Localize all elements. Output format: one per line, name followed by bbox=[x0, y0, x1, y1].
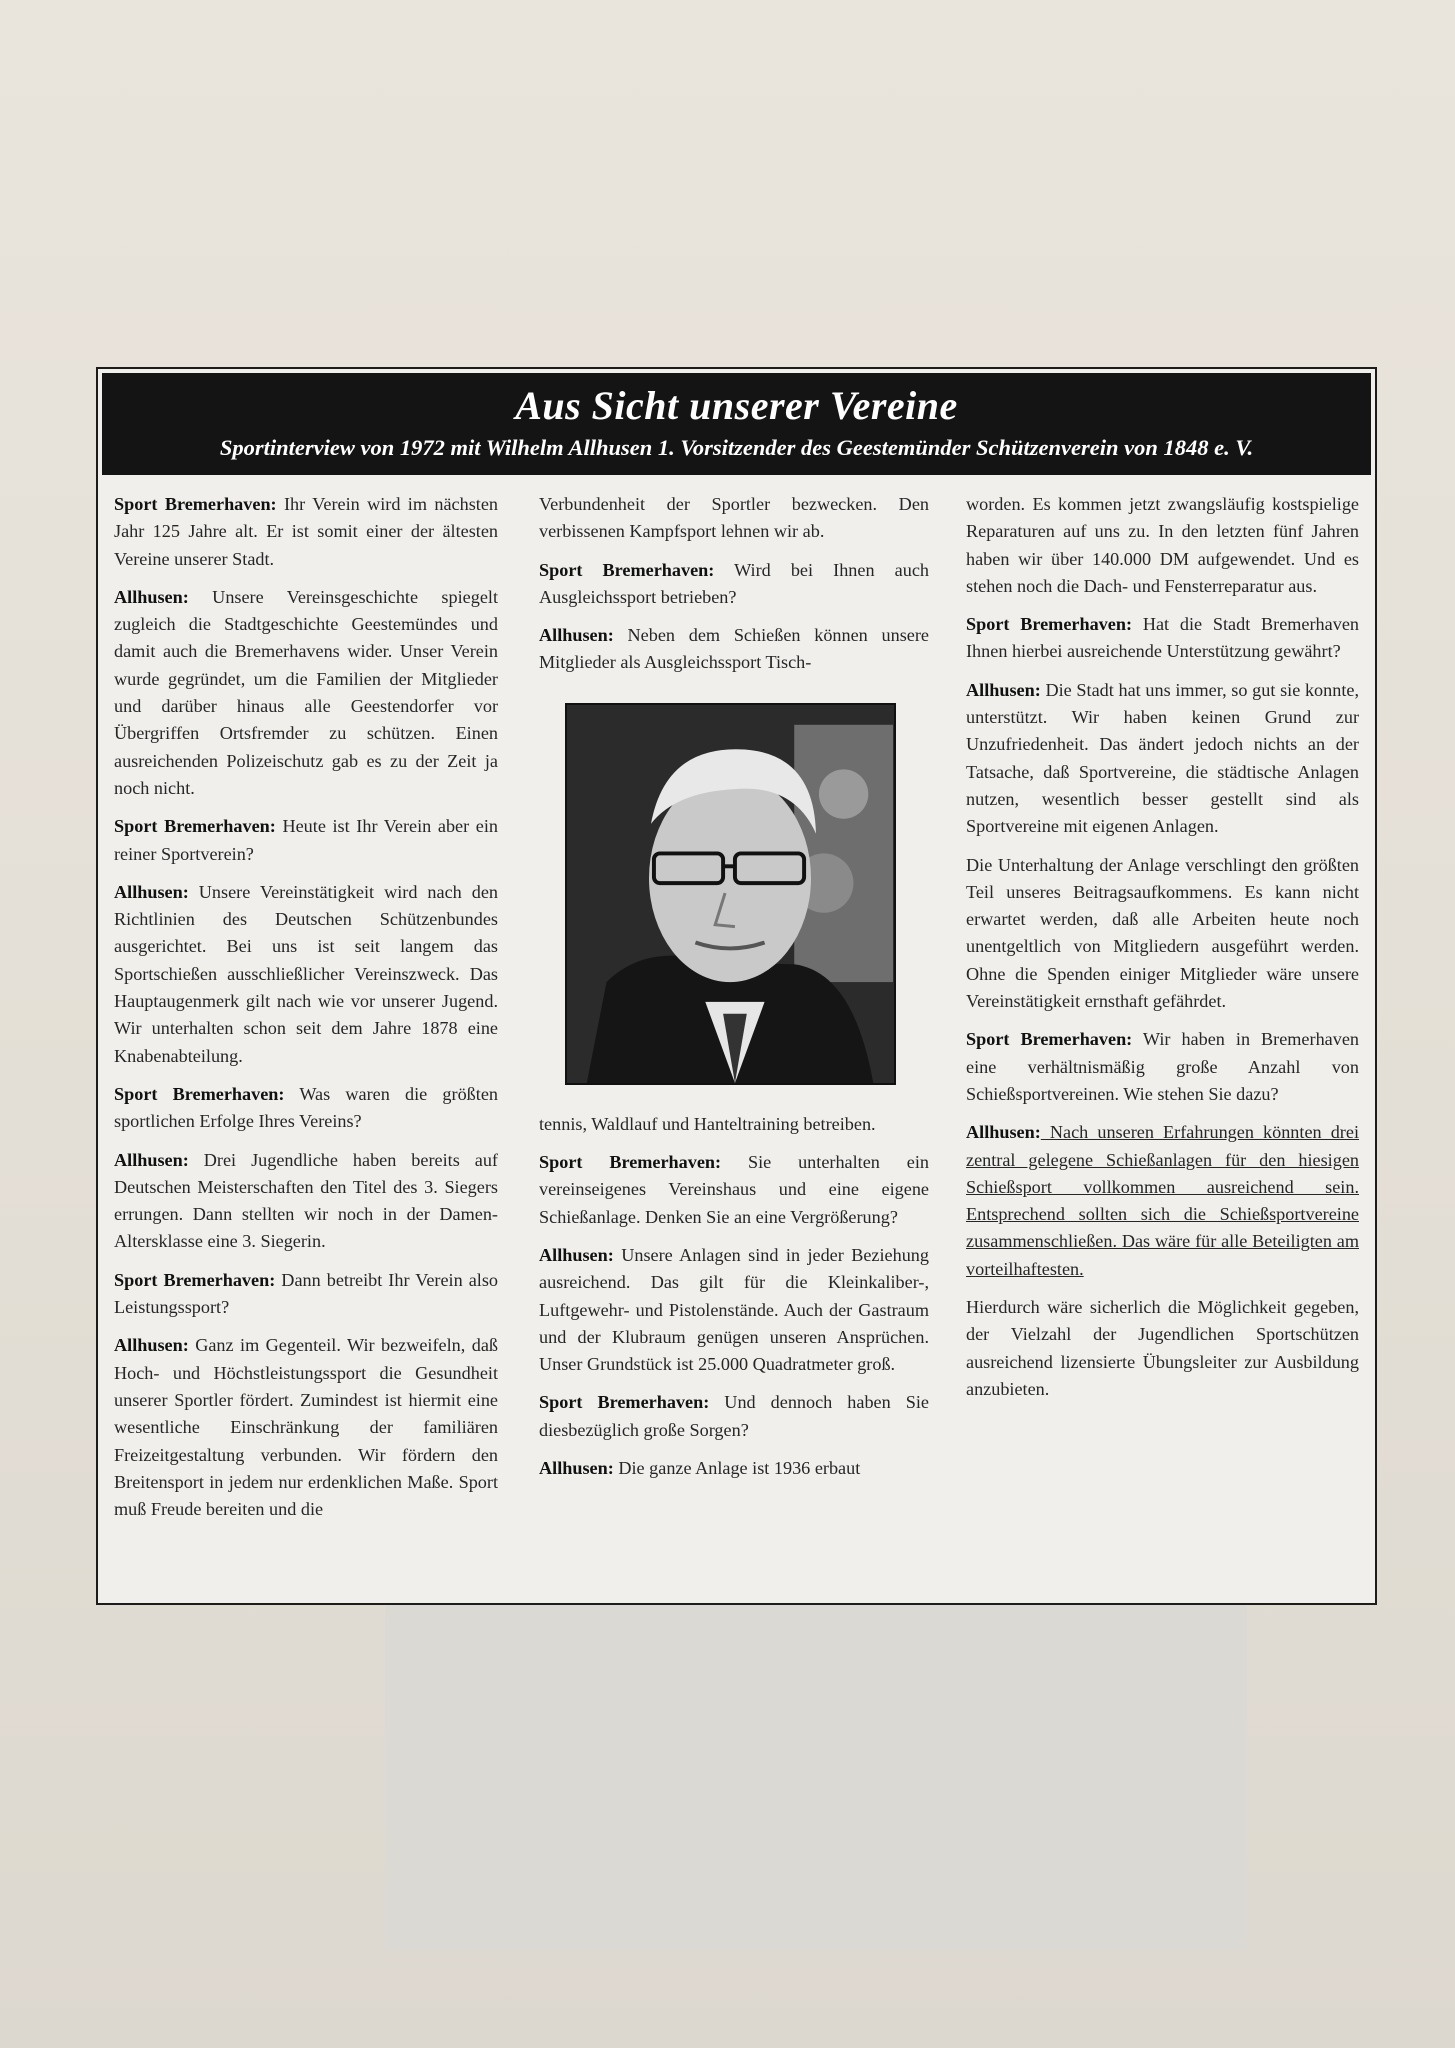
paragraph-text: Die Stadt hat uns immer, so gut sie konnte, unterstützt. Wir haben keinen Grund zur Unzufriedenheit. Das ändert jedoch nichts an der Tatsache, daß Sportvereine, die städtische Anlagen nutzen, wesentlich besser gestellt sind als Sportvereine mit eigenen Anlagen. bbox=[966, 679, 1359, 837]
interview-paragraph bbox=[539, 1111, 929, 1138]
paragraph-text: Und dennoch haben Sie diesbezüglich große Sorgen? bbox=[539, 1392, 929, 1440]
interview-paragraph bbox=[114, 1332, 498, 1523]
paragraph-text: Unsere Vereinsgeschichte spiegelt zugleich die Stadtgeschichte Geestemündes und damit auch die Bremerhavens wider. Unser Verein wurde gegründet, um die Familien der Mitglieder und darüber hinaus alle Geestendorfer vor Übergriffen Ortsfremder zu schützen. Einen ausreichenden Polizeischutz gab es zu der Zeit ja noch nicht. bbox=[114, 586, 498, 798]
paragraph-text: Verbundenheit der Sportler bezwecken. Den verbissenen Kampfsport lehnen wir ab. bbox=[539, 494, 929, 542]
interview-paragraph bbox=[539, 1242, 929, 1378]
speaker-label: Allhusen: bbox=[114, 1149, 189, 1170]
speaker-label: Sport Bremerhaven: bbox=[114, 494, 277, 514]
interview-paragraph bbox=[114, 584, 498, 802]
paragraph-text: worden. Es kommen jetzt zwangsläufig kostspielige Reparaturen auf uns zu. In den letzten fünf Jahren haben wir über 140.000 DM aufgewendet. Und es stehen noch die Dach- und Fensterreparatur aus. bbox=[966, 494, 1359, 596]
paragraph-text: Dann betreibt Ihr Verein also Leistungssport? bbox=[114, 1269, 498, 1318]
newspaper-clipping bbox=[96, 367, 1377, 1605]
speaker-label: Allhusen: bbox=[114, 586, 189, 607]
speaker-label: Allhusen: bbox=[114, 1335, 189, 1356]
interview-paragraph bbox=[966, 1294, 1359, 1403]
interview-paragraph bbox=[114, 1147, 498, 1256]
paragraph-text: Drei Jugendliche haben bereits auf Deutschen Meisterschaften den Titel des 3. Siegers errungen. Dann stellten wir noch in der Damen-Altersklasse eine 3. Siegerin. bbox=[114, 1149, 498, 1252]
interview-paragraph bbox=[966, 677, 1359, 841]
interview-paragraph bbox=[114, 1081, 498, 1136]
speaker-label: Allhusen: bbox=[539, 1244, 614, 1265]
interview-paragraph bbox=[114, 1267, 498, 1322]
column-2-top bbox=[539, 491, 929, 677]
show-through-shadow bbox=[385, 1605, 1247, 1950]
paragraph-text: Wir haben in Bremerhaven eine verhältnismäßig große Anzahl von Schießsportvereinen. Wie stehen Sie dazu? bbox=[966, 1029, 1359, 1104]
paragraph-text: Heute ist Ihr Verein aber ein reiner Sportverein? bbox=[114, 816, 498, 864]
interview-paragraph bbox=[539, 1149, 929, 1231]
paragraph-text: Ganz im Gegenteil. Wir bezweifeln, daß Hoch- und Höchstleistungssport die Gesundheit unserer Sportler fördert. Zumindest ist hiermit eine wesentliche Einschränkung der familiären Freizeitgestaltung verbunden. Wir fördern den Breitensport in jedem nur erdenklichen Maße. Sport muß Freude bereiten und die bbox=[114, 1335, 498, 1520]
paragraph-text: Nach unseren Erfahrungen könnten drei zentral gelegene Schießanlagen für den hiesigen Schießsport vollkommen ausreichend sein. Entsprechend sollten sich die Schießsportvereine zusammenschließen. Das wäre für alle Beteiligten am vorteilhaftesten. bbox=[966, 1122, 1359, 1279]
interview-paragraph bbox=[966, 611, 1359, 666]
article-subtitle: Sportinterview von 1972 mit Wilhelm Allhusen 1. Vorsitzender des Geestemünder Schützenverein von 1848 e. V. bbox=[219, 435, 1254, 460]
interview-paragraph bbox=[966, 1026, 1359, 1108]
paragraph-text: Wird bei Ihnen auch Ausgleichssport betrieben? bbox=[539, 559, 929, 607]
headline-banner bbox=[102, 373, 1371, 475]
interview-paragraph bbox=[114, 813, 498, 868]
speaker-label: Allhusen: bbox=[966, 679, 1041, 700]
interview-paragraph bbox=[114, 879, 498, 1070]
speaker-label: Sport Bremerhaven: bbox=[114, 1083, 285, 1104]
column-2-bottom bbox=[539, 1111, 929, 1483]
speaker-label: Sport Bremerhaven: bbox=[114, 1269, 276, 1290]
paragraph-text: Unsere Vereinstätigkeit wird nach den Richtlinien des Deutschen Schützenbundes ausgerichtet. Bei uns ist seit langem das Sportschießen ausschließlicher Vereinszweck. Das Hauptaugenmerk gilt nach wie vor unserer Jugend. Wir unterhalten schon seit dem Jahre 1878 eine Knabenabteilung. bbox=[114, 881, 498, 1066]
interview-paragraph bbox=[539, 1389, 929, 1444]
speaker-label: Sport Bremerhaven: bbox=[114, 816, 276, 837]
speaker-label: Allhusen: bbox=[966, 1122, 1041, 1143]
interview-paragraph bbox=[539, 1455, 929, 1482]
portrait-photo-icon bbox=[565, 703, 896, 1085]
paragraph-text: Ihr Verein wird im nächsten Jahr 125 Jahre alt. Er ist somit einer der ältesten Vereine unserer Stadt. bbox=[114, 494, 498, 569]
interview-paragraph bbox=[966, 491, 1359, 600]
paragraph-text: Was waren die größten sportlichen Erfolge Ihres Vereins? bbox=[114, 1083, 498, 1132]
paragraph-text: Hat die Stadt Bremerhaven Ihnen hierbei ausreichende Unterstützung gewährt? bbox=[966, 614, 1359, 662]
column-3 bbox=[966, 491, 1359, 1591]
paragraph-text: Sie unterhalten ein vereinseigenes Vereinshaus und eine eigene Schießanlage. Denken Sie an eine Vergrößerung? bbox=[539, 1152, 929, 1227]
speaker-label: Sport Bremerhaven: bbox=[539, 559, 715, 580]
interview-paragraph bbox=[966, 852, 1359, 1016]
interview-paragraph bbox=[539, 491, 929, 546]
speaker-label: Allhusen: bbox=[539, 1458, 614, 1479]
speaker-label: Allhusen: bbox=[539, 625, 614, 646]
speaker-label: Allhusen: bbox=[114, 881, 189, 902]
paragraph-text: tennis, Waldlauf und Hanteltraining betreiben. bbox=[539, 1113, 876, 1134]
article-title: Aus Sicht unserer Vereine bbox=[515, 383, 958, 428]
paragraph-text: Unsere Anlagen sind in jeder Beziehung ausreichend. Das gilt für die Kleinkaliber-, Luftgewehr- und Pistolenstände. Auch der Gastraum und der Klubraum genügen unseren Ansprüchen. Unser Grundstück ist 25.000 Quadratmeter groß. bbox=[539, 1244, 929, 1375]
speaker-label: Sport Bremerhaven: bbox=[539, 1392, 710, 1413]
speaker-label: Sport Bremerhaven: bbox=[966, 614, 1133, 635]
interview-paragraph bbox=[539, 557, 929, 612]
interview-paragraph bbox=[966, 1119, 1359, 1283]
interview-paragraph bbox=[539, 622, 929, 677]
paragraph-text: Die Unterhaltung der Anlage verschlingt den größten Teil unseres Beitragsaufkommens. Es kann nicht erwartet werden, daß alle Arbeiten heute noch unentgeltlich von Mitgliedern ausgeführt werden. Ohne die Spenden einiger Mitglieder wäre unsere Vereinstätigkeit ernsthaft gefährdet. bbox=[966, 854, 1359, 1012]
paragraph-text: Die ganze Anlage ist 1936 erbaut bbox=[613, 1458, 861, 1479]
paragraph-text: Neben dem Schießen können unsere Mitglieder als Ausgleichssport Tisch- bbox=[539, 625, 929, 673]
paragraph-text: Hierdurch wäre sicherlich die Möglichkeit gegeben, der Vielzahl der Jugendlichen Sportschützen ausreichend lizensierte Übungsleiter zur Ausbildung anzubieten. bbox=[966, 1297, 1359, 1399]
interview-paragraph bbox=[114, 491, 498, 573]
speaker-label: Sport Bremerhaven: bbox=[539, 1152, 722, 1173]
column-2 bbox=[539, 491, 929, 1591]
column-1 bbox=[114, 491, 498, 1591]
speaker-label: Sport Bremerhaven: bbox=[966, 1029, 1133, 1050]
